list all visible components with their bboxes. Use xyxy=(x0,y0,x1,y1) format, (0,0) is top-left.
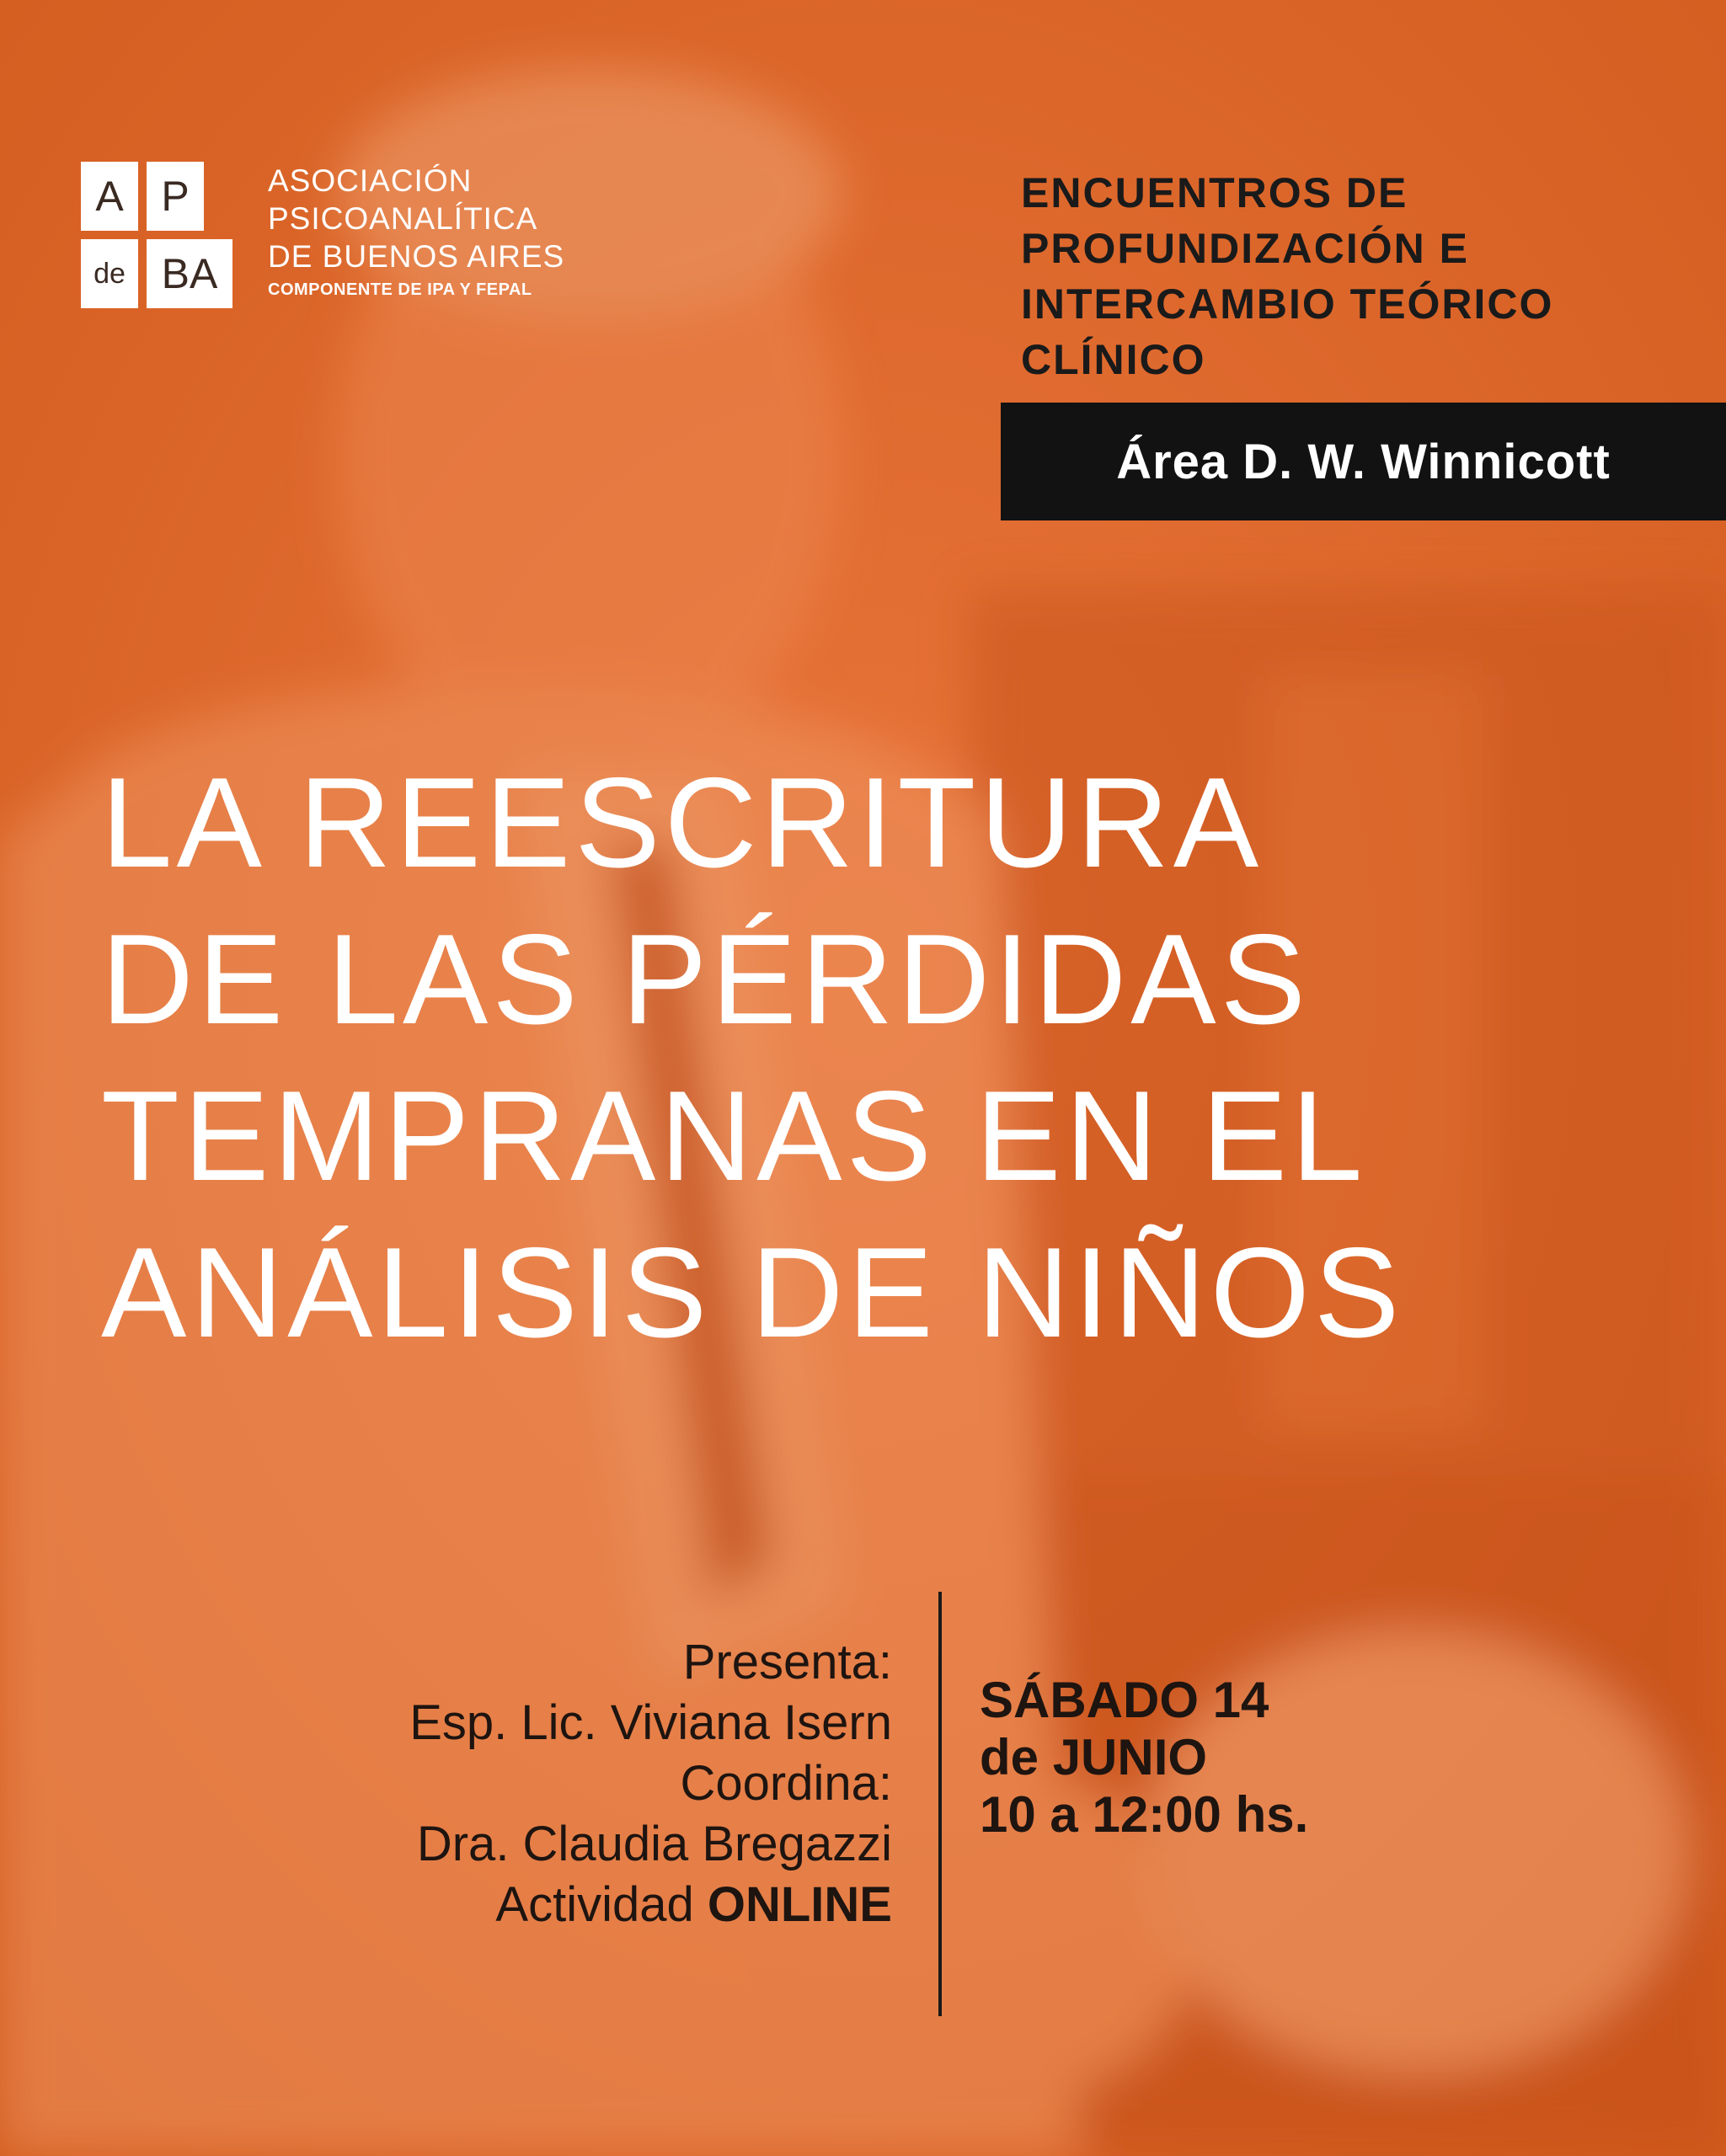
series-line-1: ENCUENTROS DE xyxy=(1021,169,1408,216)
area-label: Área D. W. Winnicott xyxy=(1116,434,1611,489)
logo-letter-a: A xyxy=(81,162,138,231)
logo-text xyxy=(268,162,655,300)
coordina-label: Coordina: xyxy=(680,1756,892,1811)
logo-letter-de: de xyxy=(81,239,138,308)
title-line-3: TEMPRANAS EN EL xyxy=(101,1065,1367,1208)
logo-subline: COMPONENTE DE IPA Y FEPAL xyxy=(268,280,532,299)
activity-mode: ONLINE xyxy=(707,1877,892,1932)
date-line-2: de JUNIO xyxy=(980,1729,1208,1785)
coordinator-name: Dra. Claudia Bregazzi xyxy=(416,1817,892,1871)
date-line-3: 10 a 12:00 hs. xyxy=(980,1786,1309,1843)
title-line-1: LA REESCRITURA xyxy=(101,751,1264,894)
logo-line-1: ASOCIACIÓN xyxy=(268,163,473,198)
presenter-name: Esp. Lic. Viviana Isern xyxy=(409,1695,892,1750)
vertical-divider xyxy=(938,1592,942,2016)
series-line-2: PROFUNDIZACIÓN E xyxy=(1021,225,1469,272)
title-line-4: ANÁLISIS DE NIÑOS xyxy=(101,1221,1404,1364)
title-line-2: DE LAS PÉRDIDAS xyxy=(101,908,1310,1051)
activity-prefix: Actividad xyxy=(495,1877,694,1932)
date-line-1: SÁBADO 14 xyxy=(980,1672,1269,1728)
event-title xyxy=(101,744,1685,1371)
logo-line-2: PSICOANALÍTICA xyxy=(268,201,538,236)
logo-letter-p: P xyxy=(147,162,204,231)
event-date xyxy=(980,1672,1308,1844)
activity-line xyxy=(134,1875,892,1935)
series-heading xyxy=(1021,165,1695,387)
area-banner xyxy=(1001,403,1726,520)
logo-letter-ba: BA xyxy=(147,239,232,308)
presenters-block xyxy=(134,1632,892,1935)
presenta-label: Presenta: xyxy=(682,1635,892,1689)
logo-line-3: DE BUENOS AIRES xyxy=(268,239,565,274)
series-line-3: INTERCAMBIO TEÓRICO xyxy=(1021,280,1554,328)
series-line-4: CLÍNICO xyxy=(1021,336,1206,383)
